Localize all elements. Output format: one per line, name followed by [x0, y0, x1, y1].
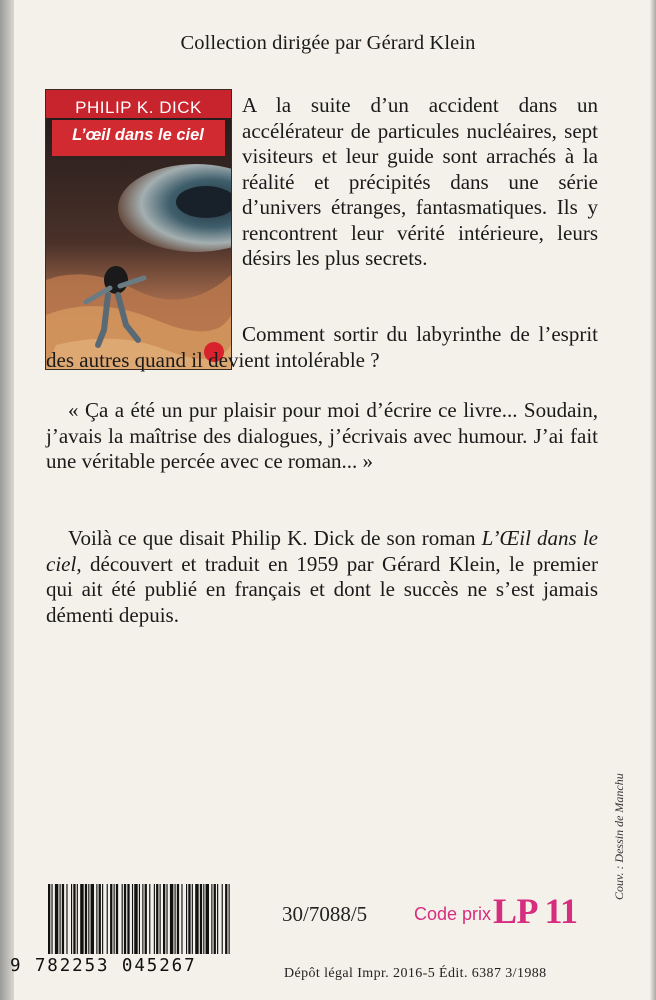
cover-author: PHILIP K. DICK: [75, 98, 202, 117]
barcode-bar: [175, 884, 176, 954]
barcode-bar: [163, 884, 165, 954]
barcode-bar: [217, 884, 218, 954]
series-title: Collection dirigée par Gérard Klein: [180, 32, 476, 54]
reference-code: 30/7088/5: [282, 902, 368, 926]
barcode-number: 9 782253 045267: [10, 956, 197, 976]
barcode-bar: [222, 884, 223, 954]
barcode-bar: [160, 884, 161, 954]
blurb-paragraph-4: [46, 526, 598, 628]
cover-credit: Couv. : Dessin de Manchu: [612, 773, 626, 900]
blurb-p4-intro: Voilà ce que disait Philip K. Dick de son roman: [68, 526, 482, 550]
barcode-bar: [156, 884, 158, 954]
barcode-bar: [88, 884, 89, 954]
barcode-bar: [170, 884, 173, 954]
barcode-bar: [124, 884, 126, 954]
barcode-bar: [102, 884, 103, 954]
barcode-bar: [200, 884, 202, 954]
barcode-bar: [154, 884, 155, 954]
barcode-bar: [66, 884, 67, 954]
barcode-bar: [166, 884, 167, 954]
page-edge-right: [650, 0, 656, 1000]
barcode-bar: [149, 884, 150, 954]
blurb-p4-book-title: L’Œil dans le ciel: [46, 526, 598, 576]
barcode-bar: [132, 884, 133, 954]
barcode-bar: [225, 884, 227, 954]
barcode-bar: [96, 884, 97, 954]
barcode-bar: [80, 884, 83, 954]
blurb-quote: « Ça a été un pur plaisir pour moi d’écrire ce livre... Soudain, j’avais la maîtrise des dialogues, j’écrivais avec humour. J’ai fait une véritable percée avec ce roman... »: [46, 398, 598, 473]
barcode-bar: [192, 884, 193, 954]
blurb-paragraph-1: A la suite d’un accident dans un accélérateur de particules nucléaires, sept visiteurs et leur guide sont arrachés à la réalité et précipités dans une série d’univers étranges, fantasmatiques. Ils y rencontrent leur vérité intérieure, leurs désirs les plus secrets.: [242, 93, 598, 270]
barcode-bar: [206, 884, 209, 954]
barcode-bar: [122, 884, 123, 954]
barcode-bar: [51, 884, 52, 954]
barcode-bar: [195, 884, 198, 954]
barcode-bar: [214, 884, 216, 954]
barcode-bar: [60, 884, 61, 954]
barcode-bar: [99, 884, 101, 954]
blurb-paragraph-2: Comment sortir du labyrinthe de l’esprit des autres quand il devient intolérable ?: [46, 322, 598, 372]
barcode-bar: [55, 884, 58, 954]
barcode-bar: [107, 884, 108, 954]
barcode-bar: [116, 884, 118, 954]
barcode-bar: [142, 884, 143, 954]
barcode-bar: [71, 884, 72, 954]
barcode-bar: [211, 884, 212, 954]
barcode-bar: [110, 884, 112, 954]
barcode-bar: [48, 884, 50, 954]
barcode-bar: [186, 884, 187, 954]
barcode-bar: [139, 884, 140, 954]
barcode-bar: [114, 884, 115, 954]
price-code: LP 11: [493, 891, 578, 931]
barcode-bar: [134, 884, 137, 954]
barcode-bar: [181, 884, 182, 954]
price-label: Code prix: [414, 904, 492, 924]
barcode-bar: [85, 884, 87, 954]
barcode-bar: [188, 884, 190, 954]
barcode-bar: [203, 884, 204, 954]
barcode-bar: [91, 884, 94, 954]
barcode-bar: [127, 884, 129, 954]
barcode-bar: [73, 884, 75, 954]
barcode-bar: [145, 884, 147, 954]
blurb-p4-rest: , découvert et traduit en 1959 par Gérard Klein, le premier qui ait été publié en français et dont le succès ne s’est jamais démenti depuis.: [46, 551, 598, 627]
barcode-bar: [77, 884, 78, 954]
barcode-bar: [229, 884, 230, 954]
legal-deposit: Dépôt légal Impr. 2016-5 Édit. 6387 3/1988: [284, 966, 547, 981]
barcode-bar: [62, 884, 64, 954]
barcode-bar: [177, 884, 179, 954]
page-edge-left: [0, 0, 14, 1000]
cover-title: L’œil dans le ciel: [72, 126, 204, 144]
